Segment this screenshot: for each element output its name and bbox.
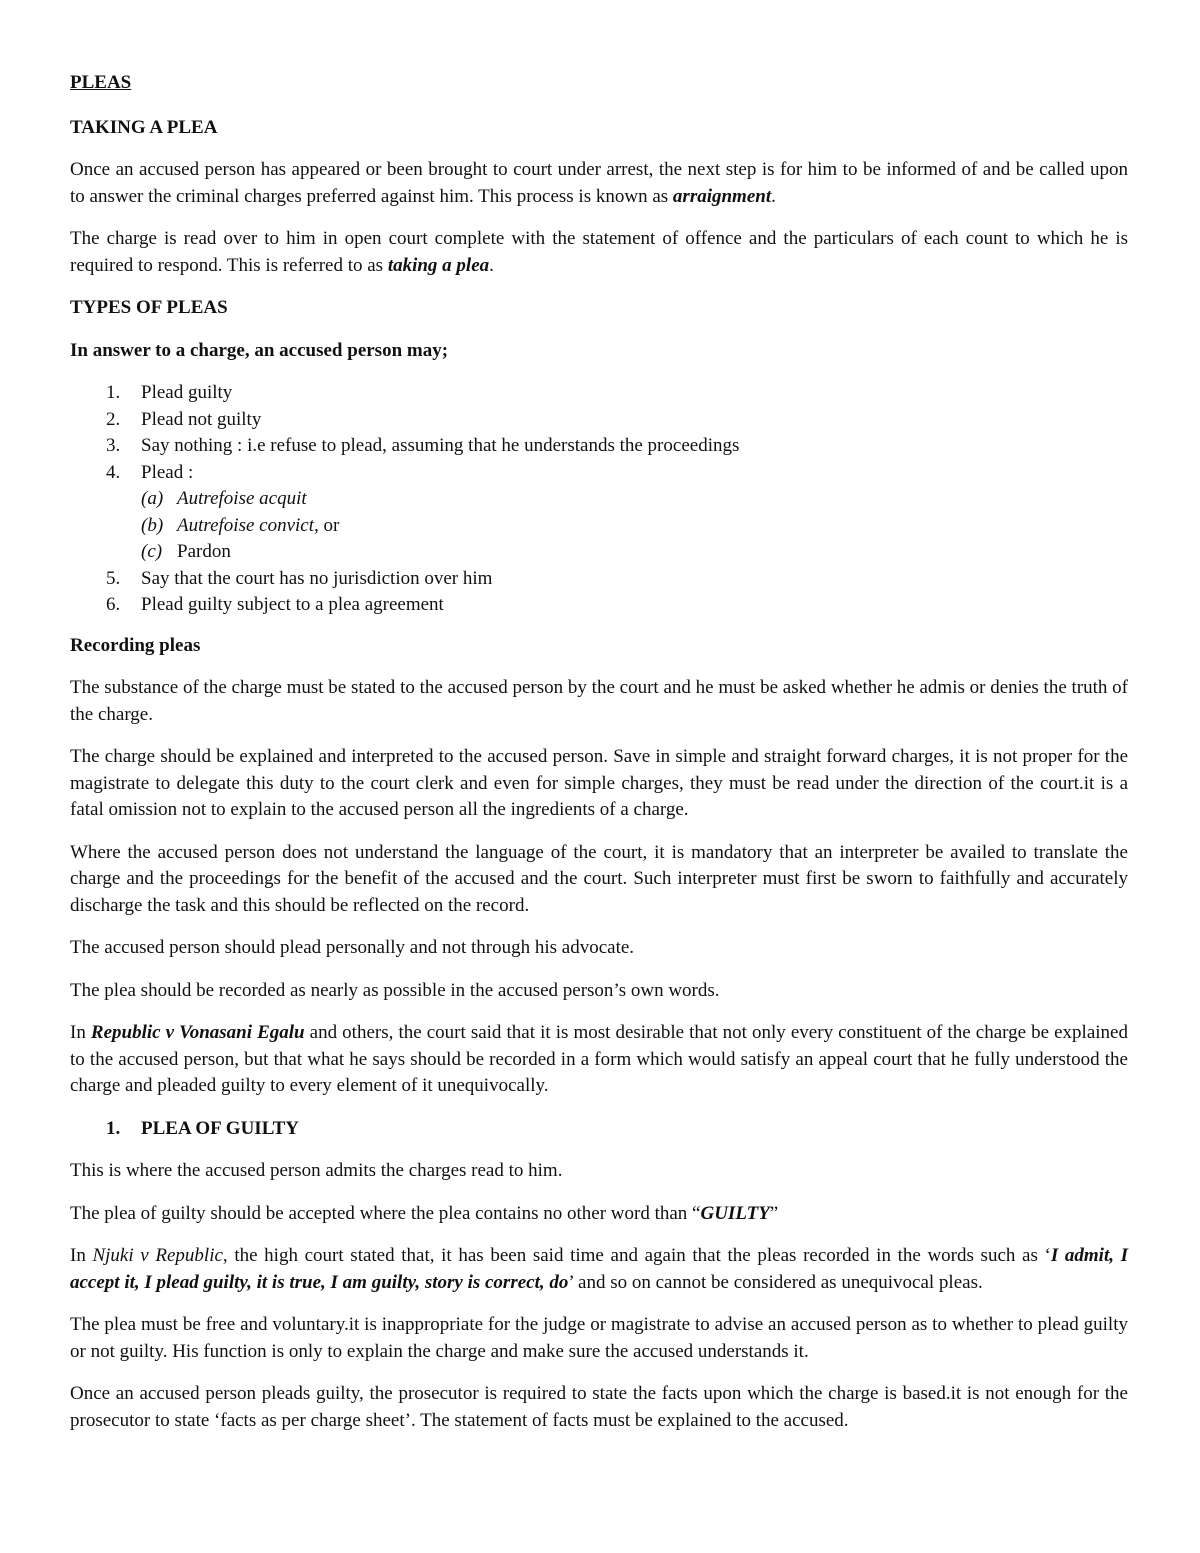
heading-recording-pleas: Recording pleas xyxy=(70,634,201,656)
case-name: Njuki v Republic xyxy=(92,1245,223,1266)
paragraph-own-words: The plea should be recorded as nearly as possible in the accused person’s own words. xyxy=(70,979,720,1001)
heading-plea-of-guilty: 1. PLEA OF GUILTY xyxy=(106,1117,300,1139)
plea-sub-list xyxy=(141,486,1128,566)
sub-list-item: (c) Pardon xyxy=(141,541,231,562)
list-item: 3. Say nothing : i.e refuse to plead, assuming that he understands the proceedings xyxy=(106,435,740,456)
sub-list-item: (b) Autrefoise convict, or xyxy=(141,514,340,536)
heading-types-of-pleas: TYPES OF PLEAS xyxy=(70,297,228,318)
case-name: Republic v Vonasani Egalu xyxy=(90,1022,305,1043)
paragraph-njuki: In Njuki v Republic, the high court stated that, it has been said time and again that the pleas recorded in the words such as ‘I admit, I accept it, I plead guilty, it is true, I am guilty, story is correct, do’ and so on cannot be considered as unequivocal pleas. xyxy=(70,1245,1129,1293)
heading-answer-to-charge: In answer to a charge, an accused person may; xyxy=(70,339,449,361)
list-item: 5. Say that the court has no jurisdiction over him xyxy=(106,567,493,589)
list-item: 6. Plead guilty subject to a plea agreement xyxy=(106,594,444,615)
paragraph-substance: The substance of the charge must be stated to the accused person by the court and he must be asked whether he admis or denies the truth of the charge. xyxy=(70,677,1128,725)
quoted-pleas: I admit, I accept it, I plead guilty, it is true, I am guilty, story is correct, do xyxy=(70,1245,1129,1293)
list-item: 2. Plead not guilty xyxy=(106,408,262,430)
paragraph-admits: This is where the accused person admits the charges read to him. xyxy=(70,1160,563,1181)
heading-taking-a-plea: TAKING A PLEA xyxy=(70,116,218,138)
term-taking-a-plea: taking a plea xyxy=(387,254,490,276)
sub-list-item: (a) Autrefoise acquit xyxy=(141,488,307,509)
plea-types-list xyxy=(70,380,1128,619)
paragraph-vonasani: In Republic v Vonasani Egalu and others, the court said that it is most desirable that not only every constituent of the charge be explained to the accused person, but that what he says should be recorded in a form which would satisfy an appeal court that he fully understood the charge and pleaded guilty to every element of it unequivocally. xyxy=(70,1022,1128,1096)
paragraph-interpreter: Where the accused person does not understand the language of the court, it is mandatory that an interpreter be availed to translate the charge and the proceedings for the benefit of the accused and the court. Such interpreter must first be sworn to faithfully and accurately discharge the task and this should be reflected on the record. xyxy=(70,841,1128,916)
term-guilty: GUILTY xyxy=(700,1202,770,1224)
list-item: 1. Plead guilty xyxy=(106,382,233,403)
paragraph-explained: The charge should be explained and interpreted to the accused person. Save in simple and straight forward charges, it is not proper for the magistrate to delegate this duty to the court clerk and even for simple charges, they must be read under the direction of the court.it is a fatal omission not to explain to the accused person all the ingredients of a charge. xyxy=(70,746,1128,820)
paragraph-voluntary: The plea must be free and voluntary.it is inappropriate for the judge or magistrate to advise an accused person as to whether to plead guilty or not guilty. His function is only to explain the charge and make sure the accused understands it. xyxy=(70,1314,1128,1362)
term-arraignment: arraignment xyxy=(672,185,772,207)
list-item: 4. Plead : (a) Autrefoise acquit (b) Autrefoise convict, or (c) Pardon xyxy=(70,460,1128,566)
paragraph-arraignment: Once an accused person has appeared or been brought to court under arrest, the next step is for him to be informed of and be called upon to answer the criminal charges preferred against him. This process is known as arraignment. xyxy=(70,159,1128,207)
paragraph-taking-plea: The charge is read over to him in open court complete with the statement of offence and the particulars of each count to which he is required to respond. This is referred to as taking a plea. xyxy=(70,228,1128,276)
document-title: PLEAS xyxy=(70,72,132,93)
paragraph-statement-of-facts: Once an accused person pleads guilty, the prosecutor is required to state the facts upon which the charge is based.it is not enough for the prosecutor to state ‘facts as per charge sheet’. The statement of facts must be explained to the accused. xyxy=(70,1383,1128,1431)
document-page xyxy=(70,70,1128,1450)
paragraph-personally: The accused person should plead personally and not through his advocate. xyxy=(70,937,635,958)
paragraph-guilty-word: The plea of guilty should be accepted where the plea contains no other word than “GUILTY” xyxy=(70,1202,779,1224)
